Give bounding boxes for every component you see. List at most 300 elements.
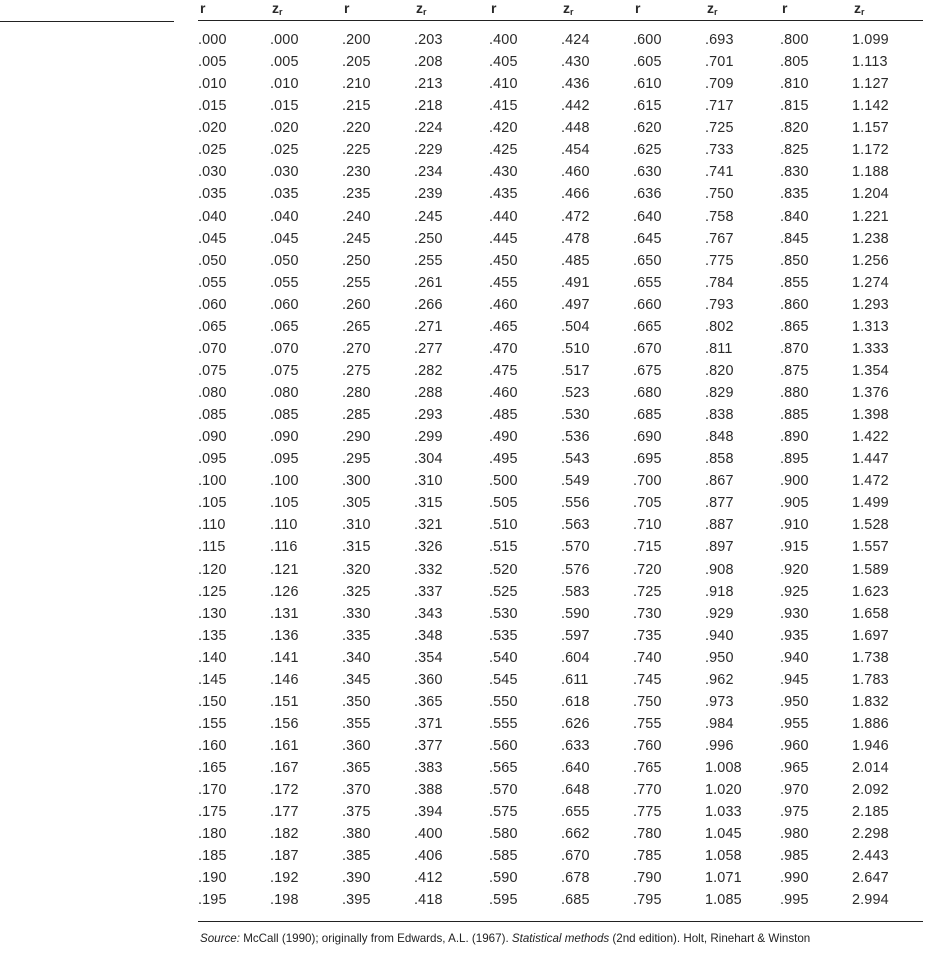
- column-header-symbol: z: [854, 0, 861, 16]
- z-value-cell: 1.221: [852, 208, 889, 225]
- z-value-cell: 1.783: [852, 671, 889, 688]
- z-value-cell: .371: [414, 715, 443, 732]
- z-value-cell: 1.886: [852, 715, 889, 732]
- z-value-cell: .141: [270, 649, 299, 666]
- r-value-cell: .050: [198, 252, 227, 269]
- z-value-cell: 1.274: [852, 274, 889, 291]
- r-value-cell: .215: [342, 98, 371, 115]
- z-value-cell: 1.589: [852, 561, 889, 578]
- z-value-cell: .167: [270, 760, 299, 777]
- r-value-cell: .980: [780, 826, 809, 843]
- r-value-cell: .565: [489, 760, 518, 777]
- z-value-cell: .750: [705, 186, 734, 203]
- r-value-cell: .330: [342, 605, 371, 622]
- z-value-cell: 1.188: [852, 164, 889, 181]
- source-label: Source:: [200, 932, 240, 945]
- z-value-cell: .310: [414, 473, 443, 490]
- r-value-cell: .020: [198, 120, 227, 137]
- column-header-symbol: r: [635, 0, 641, 16]
- z-value-cell: .208: [414, 54, 443, 71]
- r-value-cell: .875: [780, 362, 809, 379]
- r-value-cell: .320: [342, 561, 371, 578]
- z-value-cell: .418: [414, 892, 443, 909]
- z-value-cell: .388: [414, 782, 443, 799]
- z-value-cell: .110: [270, 517, 298, 534]
- z-value-cell: .126: [270, 583, 299, 600]
- r-value-cell: .305: [342, 495, 371, 512]
- r-value-cell: .255: [342, 274, 371, 291]
- z-value-cell: 2.298: [852, 826, 889, 843]
- z-value-cell: .182: [270, 826, 299, 843]
- table-row: [198, 206, 923, 228]
- r-value-cell: .540: [489, 649, 518, 666]
- r-value-cell: .990: [780, 870, 809, 887]
- z-value-cell: .604: [561, 649, 590, 666]
- r-value-cell: .140: [198, 649, 227, 666]
- z-value-cell: .337: [414, 583, 443, 600]
- r-value-cell: .080: [198, 385, 227, 401]
- table-row: [198, 294, 923, 316]
- z-value-cell: .412: [414, 870, 443, 887]
- r-value-cell: .125: [198, 583, 227, 600]
- z-value-cell: .478: [561, 230, 590, 247]
- r-value-cell: .085: [198, 407, 227, 424]
- r-value-cell: .930: [780, 605, 809, 622]
- z-value-cell: .315: [414, 495, 443, 512]
- z-value-cell: .733: [705, 142, 734, 159]
- z-value-cell: .633: [561, 738, 590, 754]
- r-value-cell: .615: [633, 98, 662, 115]
- z-value-cell: 2.647: [852, 870, 889, 887]
- r-value-cell: .765: [633, 760, 662, 777]
- r-value-cell: .580: [489, 826, 518, 843]
- z-value-cell: .543: [561, 451, 590, 468]
- z-value-cell: .213: [414, 76, 443, 93]
- z-value-cell: 1.472: [852, 473, 889, 490]
- r-value-cell: .130: [198, 605, 227, 622]
- table-row: [198, 669, 923, 691]
- z-value-cell: .424: [561, 32, 590, 48]
- r-value-cell: .385: [342, 848, 371, 865]
- r-value-cell: .095: [198, 451, 227, 468]
- r-value-cell: .905: [780, 495, 809, 512]
- z-value-cell: .040: [270, 208, 299, 225]
- r-value-cell: .180: [198, 826, 227, 843]
- z-value-cell: 2.092: [852, 782, 889, 799]
- r-value-cell: .410: [489, 76, 518, 93]
- z-value-cell: 1.113: [852, 54, 888, 71]
- z-value-cell: .192: [270, 870, 299, 887]
- table-row: [198, 316, 923, 338]
- z-value-cell: .662: [561, 826, 590, 843]
- r-value-cell: .205: [342, 54, 371, 71]
- z-value-cell: .394: [414, 804, 443, 821]
- z-value-cell: 1.045: [705, 826, 742, 843]
- z-value-cell: .010: [270, 76, 299, 93]
- table-row: [198, 735, 923, 757]
- r-value-cell: .515: [489, 539, 518, 556]
- r-value-cell: .790: [633, 870, 662, 887]
- r-value-cell: .400: [489, 32, 518, 48]
- r-value-cell: .845: [780, 230, 809, 247]
- z-value-cell: .984: [705, 715, 734, 732]
- z-value-cell: .793: [705, 296, 734, 313]
- z-value-cell: .116: [270, 539, 298, 556]
- z-value-cell: .556: [561, 495, 590, 512]
- r-value-cell: .780: [633, 826, 662, 843]
- r-value-cell: .975: [780, 804, 809, 821]
- z-value-cell: .436: [561, 76, 590, 93]
- r-value-cell: .015: [198, 98, 227, 115]
- r-value-cell: .520: [489, 561, 518, 578]
- z-value-cell: 1.238: [852, 230, 889, 247]
- column-header-subscript: r: [570, 7, 574, 17]
- r-value-cell: .250: [342, 252, 371, 269]
- r-to-z-table-container: [198, 0, 923, 922]
- z-value-cell: .025: [270, 142, 299, 159]
- z-value-cell: .648: [561, 782, 590, 799]
- z-value-cell: .802: [705, 318, 734, 335]
- r-value-cell: .340: [342, 649, 371, 666]
- r-value-cell: .220: [342, 120, 371, 137]
- z-value-cell: 1.020: [705, 782, 742, 799]
- r-value-cell: .005: [198, 54, 227, 71]
- z-value-cell: .454: [561, 142, 590, 159]
- r-value-cell: .390: [342, 870, 371, 887]
- r-value-cell: .730: [633, 605, 662, 622]
- z-value-cell: .234: [414, 164, 443, 181]
- r-value-cell: .890: [780, 429, 809, 446]
- r-value-cell: .785: [633, 848, 662, 865]
- r-value-cell: .470: [489, 340, 518, 357]
- r-value-cell: .840: [780, 208, 809, 225]
- z-value-cell: .080: [270, 385, 299, 401]
- z-value-cell: .626: [561, 715, 590, 732]
- r-value-cell: .270: [342, 340, 371, 357]
- z-value-cell: .203: [414, 32, 443, 48]
- z-value-cell: .293: [414, 407, 443, 424]
- z-value-cell: 1.293: [852, 296, 889, 313]
- column-header: [852, 0, 923, 21]
- r-value-cell: .600: [633, 32, 662, 48]
- r-value-cell: .425: [489, 142, 518, 159]
- r-value-cell: .895: [780, 451, 809, 468]
- z-value-cell: .576: [561, 561, 590, 578]
- z-value-cell: .377: [414, 738, 443, 754]
- r-value-cell: .865: [780, 318, 809, 335]
- r-value-cell: .700: [633, 473, 662, 490]
- r-value-cell: .815: [780, 98, 809, 115]
- z-value-cell: .918: [705, 583, 734, 600]
- z-value-cell: 1.354: [852, 362, 889, 379]
- table-row: [198, 29, 923, 51]
- r-value-cell: .045: [198, 230, 227, 247]
- z-value-cell: .709: [705, 76, 734, 93]
- z-value-cell: .045: [270, 230, 299, 247]
- r-value-cell: .245: [342, 230, 371, 247]
- z-value-cell: .940: [705, 627, 734, 644]
- r-value-cell: .555: [489, 715, 518, 732]
- z-value-cell: .460: [561, 164, 590, 181]
- r-value-cell: .500: [489, 473, 518, 490]
- z-value-cell: .365: [414, 693, 443, 710]
- r-value-cell: .610: [633, 76, 662, 93]
- z-value-cell: .035: [270, 186, 299, 203]
- z-value-cell: .360: [414, 671, 443, 688]
- z-value-cell: .597: [561, 627, 590, 644]
- r-value-cell: .190: [198, 870, 227, 887]
- z-value-cell: .348: [414, 627, 443, 644]
- r-value-cell: .100: [198, 473, 227, 490]
- table-row: [198, 51, 923, 73]
- z-value-cell: .095: [270, 451, 299, 468]
- z-value-cell: .050: [270, 252, 299, 269]
- r-value-cell: .775: [633, 804, 662, 821]
- r-value-cell: .935: [780, 627, 809, 644]
- r-value-cell: .705: [633, 495, 662, 512]
- r-value-cell: .870: [780, 340, 809, 357]
- r-value-cell: .440: [489, 208, 518, 225]
- r-value-cell: .395: [342, 892, 371, 909]
- z-value-cell: .250: [414, 230, 443, 247]
- r-value-cell: .760: [633, 738, 662, 754]
- z-value-cell: .829: [705, 385, 734, 401]
- column-header-symbol: z: [272, 0, 279, 16]
- r-value-cell: .115: [198, 539, 226, 556]
- r-value-cell: .435: [489, 186, 518, 203]
- r-value-cell: .485: [489, 407, 518, 424]
- z-value-cell: .485: [561, 252, 590, 269]
- r-value-cell: .175: [198, 804, 227, 821]
- r-value-cell: .370: [342, 782, 371, 799]
- z-value-cell: 1.376: [852, 385, 889, 401]
- source-citation-part-1: McCall (1990); originally from Edwards, A.L. (1967).: [239, 932, 512, 945]
- z-value-cell: .670: [561, 848, 590, 865]
- z-value-cell: .929: [705, 605, 734, 622]
- r-value-cell: .900: [780, 473, 809, 490]
- table-row: [198, 867, 923, 889]
- z-value-cell: .442: [561, 98, 590, 115]
- r-value-cell: .090: [198, 429, 227, 446]
- r-value-cell: .460: [489, 296, 518, 313]
- r-value-cell: .230: [342, 164, 371, 181]
- table-row: [198, 603, 923, 625]
- r-value-cell: .155: [198, 715, 227, 732]
- z-value-cell: .332: [414, 561, 443, 578]
- r-value-cell: .445: [489, 230, 518, 247]
- r-value-cell: .985: [780, 848, 809, 865]
- r-value-cell: .650: [633, 252, 662, 269]
- r-value-cell: .040: [198, 208, 227, 225]
- column-header-symbol: r: [200, 0, 206, 16]
- z-value-cell: .121: [270, 561, 299, 578]
- z-value-cell: .288: [414, 385, 443, 401]
- z-value-cell: .877: [705, 495, 734, 512]
- r-value-cell: .925: [780, 583, 809, 600]
- r-value-cell: .420: [489, 120, 518, 137]
- z-value-cell: .466: [561, 186, 590, 203]
- r-value-cell: .575: [489, 804, 518, 821]
- table-row: [198, 757, 923, 779]
- r-value-cell: .165: [198, 760, 227, 777]
- side-rule: [0, 21, 174, 22]
- z-value-cell: .504: [561, 318, 590, 335]
- r-value-cell: .820: [780, 120, 809, 137]
- z-value-cell: 1.333: [852, 340, 889, 357]
- z-value-cell: .583: [561, 583, 590, 600]
- r-value-cell: .185: [198, 848, 227, 865]
- z-value-cell: .549: [561, 473, 590, 490]
- z-value-cell: .065: [270, 318, 299, 335]
- z-value-cell: .563: [561, 517, 590, 534]
- source-citation-part-2: (2nd edition). Holt, Rinehart & Winston: [609, 932, 811, 945]
- r-value-cell: .055: [198, 274, 227, 291]
- r-value-cell: .670: [633, 340, 662, 357]
- r-value-cell: .885: [780, 407, 809, 424]
- z-value-cell: .820: [705, 362, 734, 379]
- z-value-cell: .725: [705, 120, 734, 137]
- r-value-cell: .970: [780, 782, 809, 799]
- r-value-cell: .030: [198, 164, 227, 181]
- r-value-cell: .675: [633, 362, 662, 379]
- column-header-subscript: r: [423, 7, 427, 17]
- r-value-cell: .035: [198, 186, 227, 203]
- z-value-cell: .245: [414, 208, 443, 225]
- z-value-cell: .448: [561, 120, 590, 137]
- r-value-cell: .075: [198, 362, 227, 379]
- r-value-cell: .145: [198, 671, 227, 688]
- r-value-cell: .120: [198, 561, 227, 578]
- column-header: [705, 0, 780, 21]
- r-value-cell: .105: [198, 495, 227, 512]
- z-value-cell: 1.422: [852, 429, 889, 446]
- z-value-cell: .996: [705, 738, 734, 754]
- z-value-cell: .741: [705, 164, 734, 181]
- r-value-cell: .525: [489, 583, 518, 600]
- table-row: [198, 250, 923, 272]
- z-value-cell: .517: [561, 362, 590, 379]
- r-value-cell: .685: [633, 407, 662, 424]
- table-row: [198, 272, 923, 294]
- table-row: [198, 801, 923, 823]
- column-header-symbol: r: [782, 0, 788, 16]
- z-value-cell: .406: [414, 848, 443, 865]
- r-value-cell: .625: [633, 142, 662, 159]
- r-value-cell: .170: [198, 782, 227, 799]
- r-value-cell: .805: [780, 54, 809, 71]
- z-value-cell: .177: [270, 804, 299, 821]
- r-value-cell: .210: [342, 76, 371, 93]
- r-value-cell: .860: [780, 296, 809, 313]
- z-value-cell: .161: [270, 738, 299, 754]
- table-row: [198, 845, 923, 867]
- r-value-cell: .535: [489, 627, 518, 644]
- r-value-cell: .010: [198, 76, 227, 93]
- r-value-cell: .660: [633, 296, 662, 313]
- z-value-cell: .491: [561, 274, 590, 291]
- z-value-cell: .321: [414, 517, 443, 534]
- source-book-title: Statistical methods: [511, 932, 610, 945]
- table-header-row: [198, 0, 923, 21]
- z-value-cell: 2.443: [852, 848, 889, 865]
- r-value-cell: .830: [780, 164, 809, 181]
- r-value-cell: .740: [633, 649, 662, 666]
- z-value-cell: .151: [270, 693, 299, 710]
- table-body: [198, 21, 923, 912]
- z-value-cell: .848: [705, 429, 734, 446]
- r-value-cell: .465: [489, 318, 518, 335]
- r-value-cell: .955: [780, 715, 809, 732]
- r-value-cell: .110: [198, 517, 226, 534]
- r-value-cell: .595: [489, 892, 518, 909]
- z-value-cell: .838: [705, 407, 734, 424]
- table-row: [198, 713, 923, 735]
- r-value-cell: .325: [342, 583, 371, 600]
- z-value-cell: .950: [705, 649, 734, 666]
- r-value-cell: .605: [633, 54, 662, 71]
- column-header: [780, 0, 852, 21]
- table-bottom-rule: [198, 912, 923, 922]
- z-value-cell: .510: [561, 340, 590, 357]
- z-value-cell: .271: [414, 318, 443, 335]
- r-value-cell: .380: [342, 826, 371, 843]
- column-header: [561, 0, 633, 21]
- z-value-cell: .908: [705, 561, 734, 578]
- column-header-subscript: r: [714, 7, 718, 17]
- r-value-cell: .460: [489, 385, 518, 401]
- z-value-cell: 2.994: [852, 892, 889, 909]
- r-value-cell: .570: [489, 782, 518, 799]
- z-value-cell: .655: [561, 804, 590, 821]
- z-value-cell: .326: [414, 539, 443, 556]
- r-value-cell: .195: [198, 892, 227, 909]
- z-value-cell: .055: [270, 274, 299, 291]
- r-value-cell: .750: [633, 693, 662, 710]
- table-row: [198, 448, 923, 470]
- z-value-cell: .060: [270, 296, 299, 313]
- table-row: [198, 691, 923, 713]
- z-value-cell: 1.157: [852, 120, 889, 137]
- r-value-cell: .620: [633, 120, 662, 137]
- table-row: [198, 404, 923, 426]
- r-value-cell: .275: [342, 362, 371, 379]
- z-value-cell: .618: [561, 693, 590, 710]
- table-row: [198, 889, 923, 911]
- z-value-cell: .100: [270, 473, 299, 490]
- z-value-cell: .693: [705, 32, 734, 48]
- z-value-cell: 1.623: [852, 583, 889, 600]
- z-value-cell: .523: [561, 385, 590, 401]
- r-value-cell: .530: [489, 605, 518, 622]
- z-value-cell: .962: [705, 671, 734, 688]
- r-value-cell: .295: [342, 451, 371, 468]
- z-value-cell: .685: [561, 892, 590, 909]
- z-value-cell: 1.528: [852, 517, 889, 534]
- r-value-cell: .680: [633, 385, 662, 401]
- r-value-cell: .965: [780, 760, 809, 777]
- r-value-cell: .235: [342, 186, 371, 203]
- r-value-cell: .365: [342, 760, 371, 777]
- r-value-cell: .636: [633, 186, 662, 203]
- z-value-cell: 1.658: [852, 605, 889, 622]
- r-value-cell: .630: [633, 164, 662, 181]
- z-value-cell: 1.142: [852, 98, 889, 115]
- r-value-cell: .665: [633, 318, 662, 335]
- z-value-cell: .070: [270, 340, 299, 357]
- column-header: [270, 0, 342, 21]
- r-value-cell: .315: [342, 539, 371, 556]
- r-value-cell: .915: [780, 539, 809, 556]
